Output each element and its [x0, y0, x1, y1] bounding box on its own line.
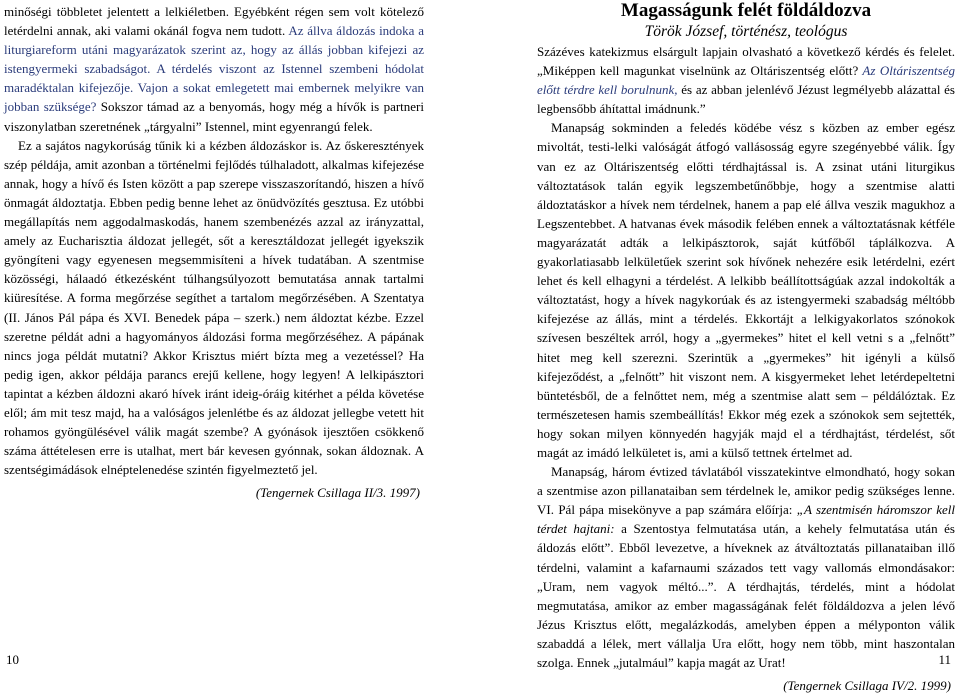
- highlighted-text: Vajon a sokat emlegetett mai embernek melyikre van jobban szüksége?: [4, 80, 424, 115]
- left-column: [4, 2, 424, 502]
- right-paragraph-3: Manapság, három évtized távlatából visszatekintve elmondható, hogy sokan a szentmise azon pillanataiban sem térdelnek le, amikor pedig szükséges lenne. VI. Pál pápa misekönyve a pap számára előírja: „A szentmisén háromszor kell térdet hajtani: a Szentostya felmutatása után, a kehely felmutatása után és áldozás előtt”. Ebből levezetve, a híveknek az átváltoztatás pillanataiban illő térdelni, valamint a kafarnaumi százados tett vagy vallomás elmondásakor: „Uram, nem vagyok méltó...”. A térdhajtás, térdelés, mint a hódolat megmutatása, amikor az ember magasságának felét földáldozva a jelen lévő Jézus Krisztus előtt, megalázkodás, amelyben éppen a mélyponton válik szabaddá a lélek, mert vállalja Ura előtt, hogy nem több, mint haszontalan szolga. Ennek „jutalmául” kapja magát az Urat!: [537, 464, 955, 670]
- left-paragraph-1: minőségi többletet jelentett a lelkiéletben. Egyébként régen sem volt kötelező letérdelni annak, aki valami okánál fogva nem tudott. Az állva áldozás indoka a liturgiareform utáni magyarázatok szerint az, hogy az állás jobban kifejezi az istengyermeki szabadságot. A térdelés viszont az Istennel szembeni hódolat maradéktalan kifejezője. Vajon a sokat emlegetett mai embernek melyikre van jobban szüksége? Sokszor támad az a benyomás, hogy még a hívők is partneri viszonylatban szeretnének „tárgyalni” Istennel, mint egyenrangú felek.: [4, 4, 424, 134]
- left-citation: (Tengernek Csillaga II/3. 1997): [255, 485, 420, 501]
- right-paragraph-2: Manapság sokminden a feledés ködébe vész s közben az ember egész mivoltát, testi-lelki valóságát átfogó vallásosság egyre szegényebbé válik. Így van ez az Oltáriszentség előtti térdhajtással is. A zsinat utáni liturgikus változtatások talán egyik legszembetűnőbbje, hogy a szentmise alatti áldoztatáskor a hívek nem térdelnek, hanem a pap elé állva veszik magukhoz a Legszentebbet. A hatvanas évek második felében ennek a változtatásnak kétféle magyarázatát adták a lelkipásztorok, saját kútfőből táplálkozva. A gyakorlatiasabb lelkületűek szerint sok hívőnek nehezére esik letérdelni, ezért lehet és kell elhagyni a térdelést. A lelkibb beállítottságúak azzal indokolták a változtatást, hogy a hívek nagykorúak és az istengyermeki szabadság méltóbb kifejezése az állás, mint a térdelés. Ekkortájt a lelkigyakorlatos szónokok szívesen beszéltek arról, hogy a „gyermekes” hitet el kell vetni s a „felnőtt” hitet meg kell szerezni. Szerintük a „gyermekes” hit igényli a külső kifejeződést, a „felnőtt” hit viszont nem. A kisgyermeket lehet letérdepeltetni büntetésből, de a felnőttet nem, még a szentmise alatt sem – példálóztak. Ez természetesen hamis szembeállítás! Ekkor még ezek a szónokok sem sejtették, hogy sokan milyen könnyedén hagyják majd el a térdhajtást, térdelést, sőt magát az imádó lelkületet is, ami a külső tettnek értelmet ad.: [537, 120, 955, 460]
- right-paragraph-1: Százéves katekizmus elsárgult lapjain olvasható a következő kérdés és felelet. „Miképpen kell magunkat viselnünk az Oltáriszentség előtt? Az Oltáriszentség előtt térdre kell borulnunk, és az abban jelenlévő Jézust legmélyebb alázattal és legbensőbb áhítattal imádnunk.”: [537, 44, 955, 117]
- article-author: Török József, történész, teológus: [644, 23, 848, 40]
- right-column: [537, 0, 955, 695]
- highlighted-text: Az állva áldozás indoka a liturgiareform utáni magyarázatok szerint az, hogy az állás jobban kifejezi az istengyermeki szabadságot. A térdelés viszont az Istennel szembeni hódolat maradéktalan kifejezője.: [4, 23, 424, 96]
- article-title: Magasságunk felét földáldozva: [620, 0, 872, 21]
- page-number-right: 11: [938, 652, 951, 667]
- left-paragraph-2: Ez a sajátos nagykorúság tűnik ki a kézben áldozáskor is. Az őskeresztények szép példája, amit azonban a történelmi fejlődés túlhaladott, alkalmas kifejezése annak, hogy a hívő és Isten között a pap szerepe visszaszorítandó, hiszen a hívő önmagát áldoztatja. Ebben pedig benne lehet az önüdvözítés gesztusa. Ez utóbbi megállapítás nem aggodalmaskodás, hanem szembenézés azzal az irányzattal, amely az Eucharisztia áldozat jellegét, sőt a keresztáldozat jellegét igyekszik gyöngíteni vagy egyenesen megsemmisíteni a hívek tudatában. A szentmise közösségi, hálaadó étkezésként túlhangsúlyozott bemutatása annak tartalmi kiüresítése. A forma megőrzése segíthet a tartalom megőrzésében. A Szentatya (II. János Pál pápa és XVI. Benedek pápa – szerk.) nem áldoztat kézbe. Ezzel szeretne példát adni a hagyományos áldozási forma megőrzéséhez. A pápának nincs joga példát mutatni? Akkor Krisztus miért bízta meg a vezetéssel? Ha pedig igen, akkor példája parancs erejű kellene, hogy legyen! A lelkipásztori tapintat a kézben áldozni akaró hívek iránt ideig-óráig kitérhet a példa követése elől; ám mit tesz majd, ha a valóságos jelenlétbe és az áldozat jellegbe vetett hit rohamos gyöngülésével válik magát szembe? A gyónások ijesztően csökkenő száma áttételesen erre is utalhat, mert bár kevesen gyónnak, sokan áldoznak. A szentségimádások elnéptelenedése szintén figyelmeztető jel.: [4, 137, 425, 478]
- page-number-left: 10: [6, 652, 19, 667]
- highlighted-text: Az Oltáriszentség előtt térdre kell borulnunk,: [537, 63, 955, 98]
- right-citation: (Tengernek Csillaga IV/2. 1999): [783, 678, 951, 694]
- italic-quote: „A szentmisén háromszor kell térdet hajtani:: [537, 502, 955, 537]
